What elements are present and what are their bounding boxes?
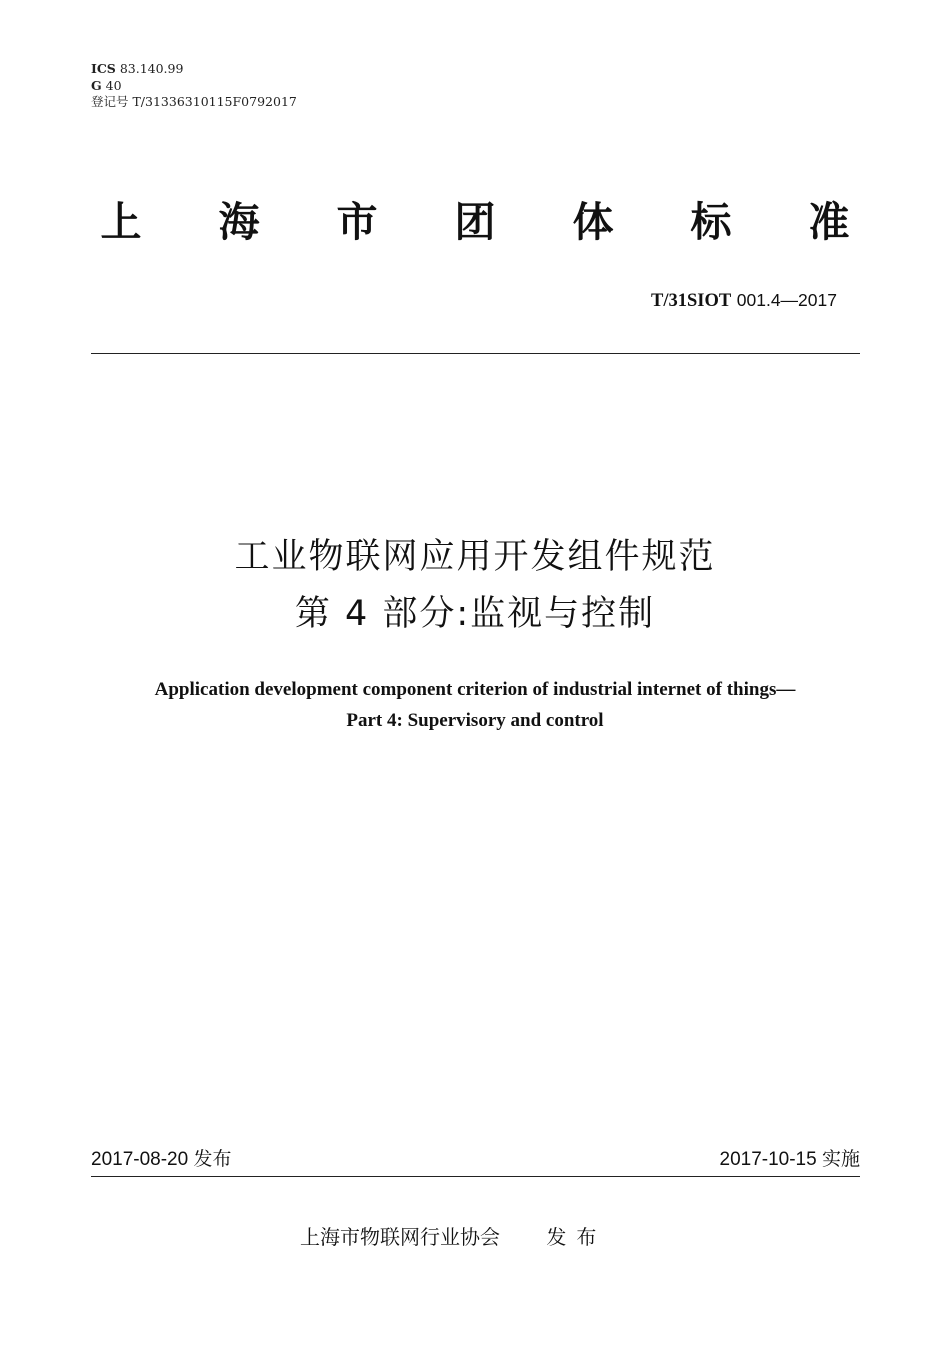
publisher-line [300,1222,606,1252]
standard-type-char: 海 [218,198,260,246]
ccs-value: 40 [105,77,122,93]
header-divider [91,353,860,354]
ccs-line [91,78,297,95]
standard-code [651,288,837,313]
implementation-date-label: 实施 [821,1148,860,1170]
ics-label: ICS [91,61,116,76]
classification-block [91,61,297,111]
title-zh-line2: 第 4 部分:监视与控制 [294,594,656,634]
standard-code-number: 001.4—2017 [736,290,837,310]
standard-type-heading [91,192,859,252]
standard-type-char: 市 [336,198,378,246]
implementation-date [720,1145,861,1174]
publisher-name: 上海市物联网行业协会 [300,1225,500,1249]
implementation-date-value: 2017-10-15 [719,1149,817,1170]
ccs-label: G [91,77,102,93]
release-date [91,1145,232,1174]
standard-code-prefix: T/31SIOT [650,291,732,311]
standard-type-char: 准 [808,198,850,246]
ics-value: 83.140.99 [119,61,184,76]
registration-number: 登记号 T/31336310115F0792017 [91,94,297,109]
standard-type-char: 体 [572,198,614,246]
publisher-action: 发布 [546,1225,607,1249]
title-zh-line1: 工业物联网应用开发组件规范 [234,537,716,577]
title-en-line2: Part 4: Supervisory and control [346,710,604,731]
title-en-line1: Application development component criterion of industrial internet of things— [154,679,796,700]
standard-type-char: 上 [100,198,142,246]
standard-type-char: 团 [454,198,496,246]
release-date-label: 发布 [193,1148,232,1170]
ics-line [91,61,297,78]
release-date-value: 2017-08-20 [91,1149,189,1170]
footer-divider [91,1176,860,1177]
standard-type-char: 标 [690,198,732,246]
